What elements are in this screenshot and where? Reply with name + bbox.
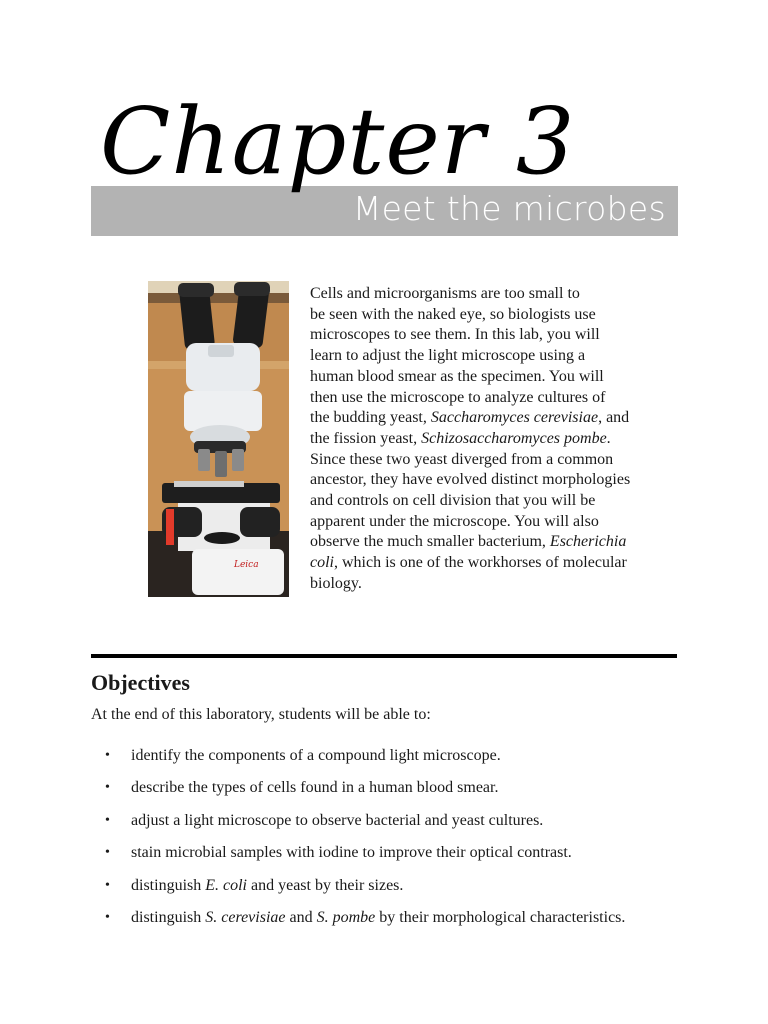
objectives-heading: Objectives <box>91 670 190 695</box>
intro-text-3: . Since these two yeast diverged from a common ancestor, they have evolved distinct morphologies and controls on cell division that you will be apparent under the microscope. You will also observe the much smaller bacterium, <box>310 429 631 551</box>
objective-text: and yeast by their sizes. <box>247 876 404 894</box>
objective-text: adjust a light microscope to observe bacterial and yeast cultures. <box>131 811 544 829</box>
microscope-brand: Leica <box>234 560 259 570</box>
species-cerevisiae: S. cerevisiae <box>205 908 286 926</box>
list-item <box>105 876 625 908</box>
list-item <box>105 908 625 940</box>
microscope-photo <box>148 281 289 597</box>
intro-text-2: , and the fission yeast, <box>310 409 630 447</box>
species-schizosaccharomyces: Schizosaccharomyces pombe <box>421 429 607 447</box>
objective-text: identify the components of a compound light microscope. <box>131 747 501 764</box>
species-pombe: S. pombe <box>316 908 376 926</box>
species-escherichia: Escherichia coli <box>310 533 627 572</box>
species-saccharomyces: Saccharomyces cerevisiae <box>430 409 599 427</box>
intro-text-1: Cells and microorganisms are too small to be seen with the naked eye, so biologists use microscopes to see them. In this lab, you will learn to adjust the light microscope using a human blood smear as the specimen. You will then use the microscope to analyze cultures of the budding yeast, <box>310 285 606 427</box>
objective-text: and <box>285 908 317 926</box>
bullet-icon: • <box>105 748 110 763</box>
intro-text-4: , which is one of the workhorses of molecular biology. <box>310 554 627 592</box>
microscope-icon <box>148 281 289 597</box>
section-divider <box>91 654 677 658</box>
list-item <box>105 811 625 843</box>
objective-text: by their morphological characteristics. <box>375 908 626 926</box>
objective-text: distinguish <box>131 876 206 894</box>
chapter-title: Chapter 3 <box>100 88 576 195</box>
list-item <box>105 746 625 778</box>
objective-text: distinguish <box>131 908 206 926</box>
bullet-icon: • <box>105 909 110 925</box>
objectives-list <box>105 746 625 940</box>
objectives-lead: At the end of this laboratory, students will be able to: <box>91 706 431 723</box>
chapter-subtitle: Meet the microbes <box>352 189 666 228</box>
bullet-icon: • <box>105 845 110 861</box>
objective-text: stain microbial samples with iodine to improve their optical contrast. <box>131 844 572 862</box>
bullet-icon: • <box>105 877 110 893</box>
species-ecoli: E. coli <box>205 876 247 894</box>
objective-text: describe the types of cells found in a human blood smear. <box>131 779 499 797</box>
intro-paragraph <box>310 284 670 595</box>
list-item <box>105 843 625 875</box>
list-item <box>105 778 625 810</box>
bullet-icon: • <box>105 812 110 828</box>
bullet-icon: • <box>105 780 110 796</box>
